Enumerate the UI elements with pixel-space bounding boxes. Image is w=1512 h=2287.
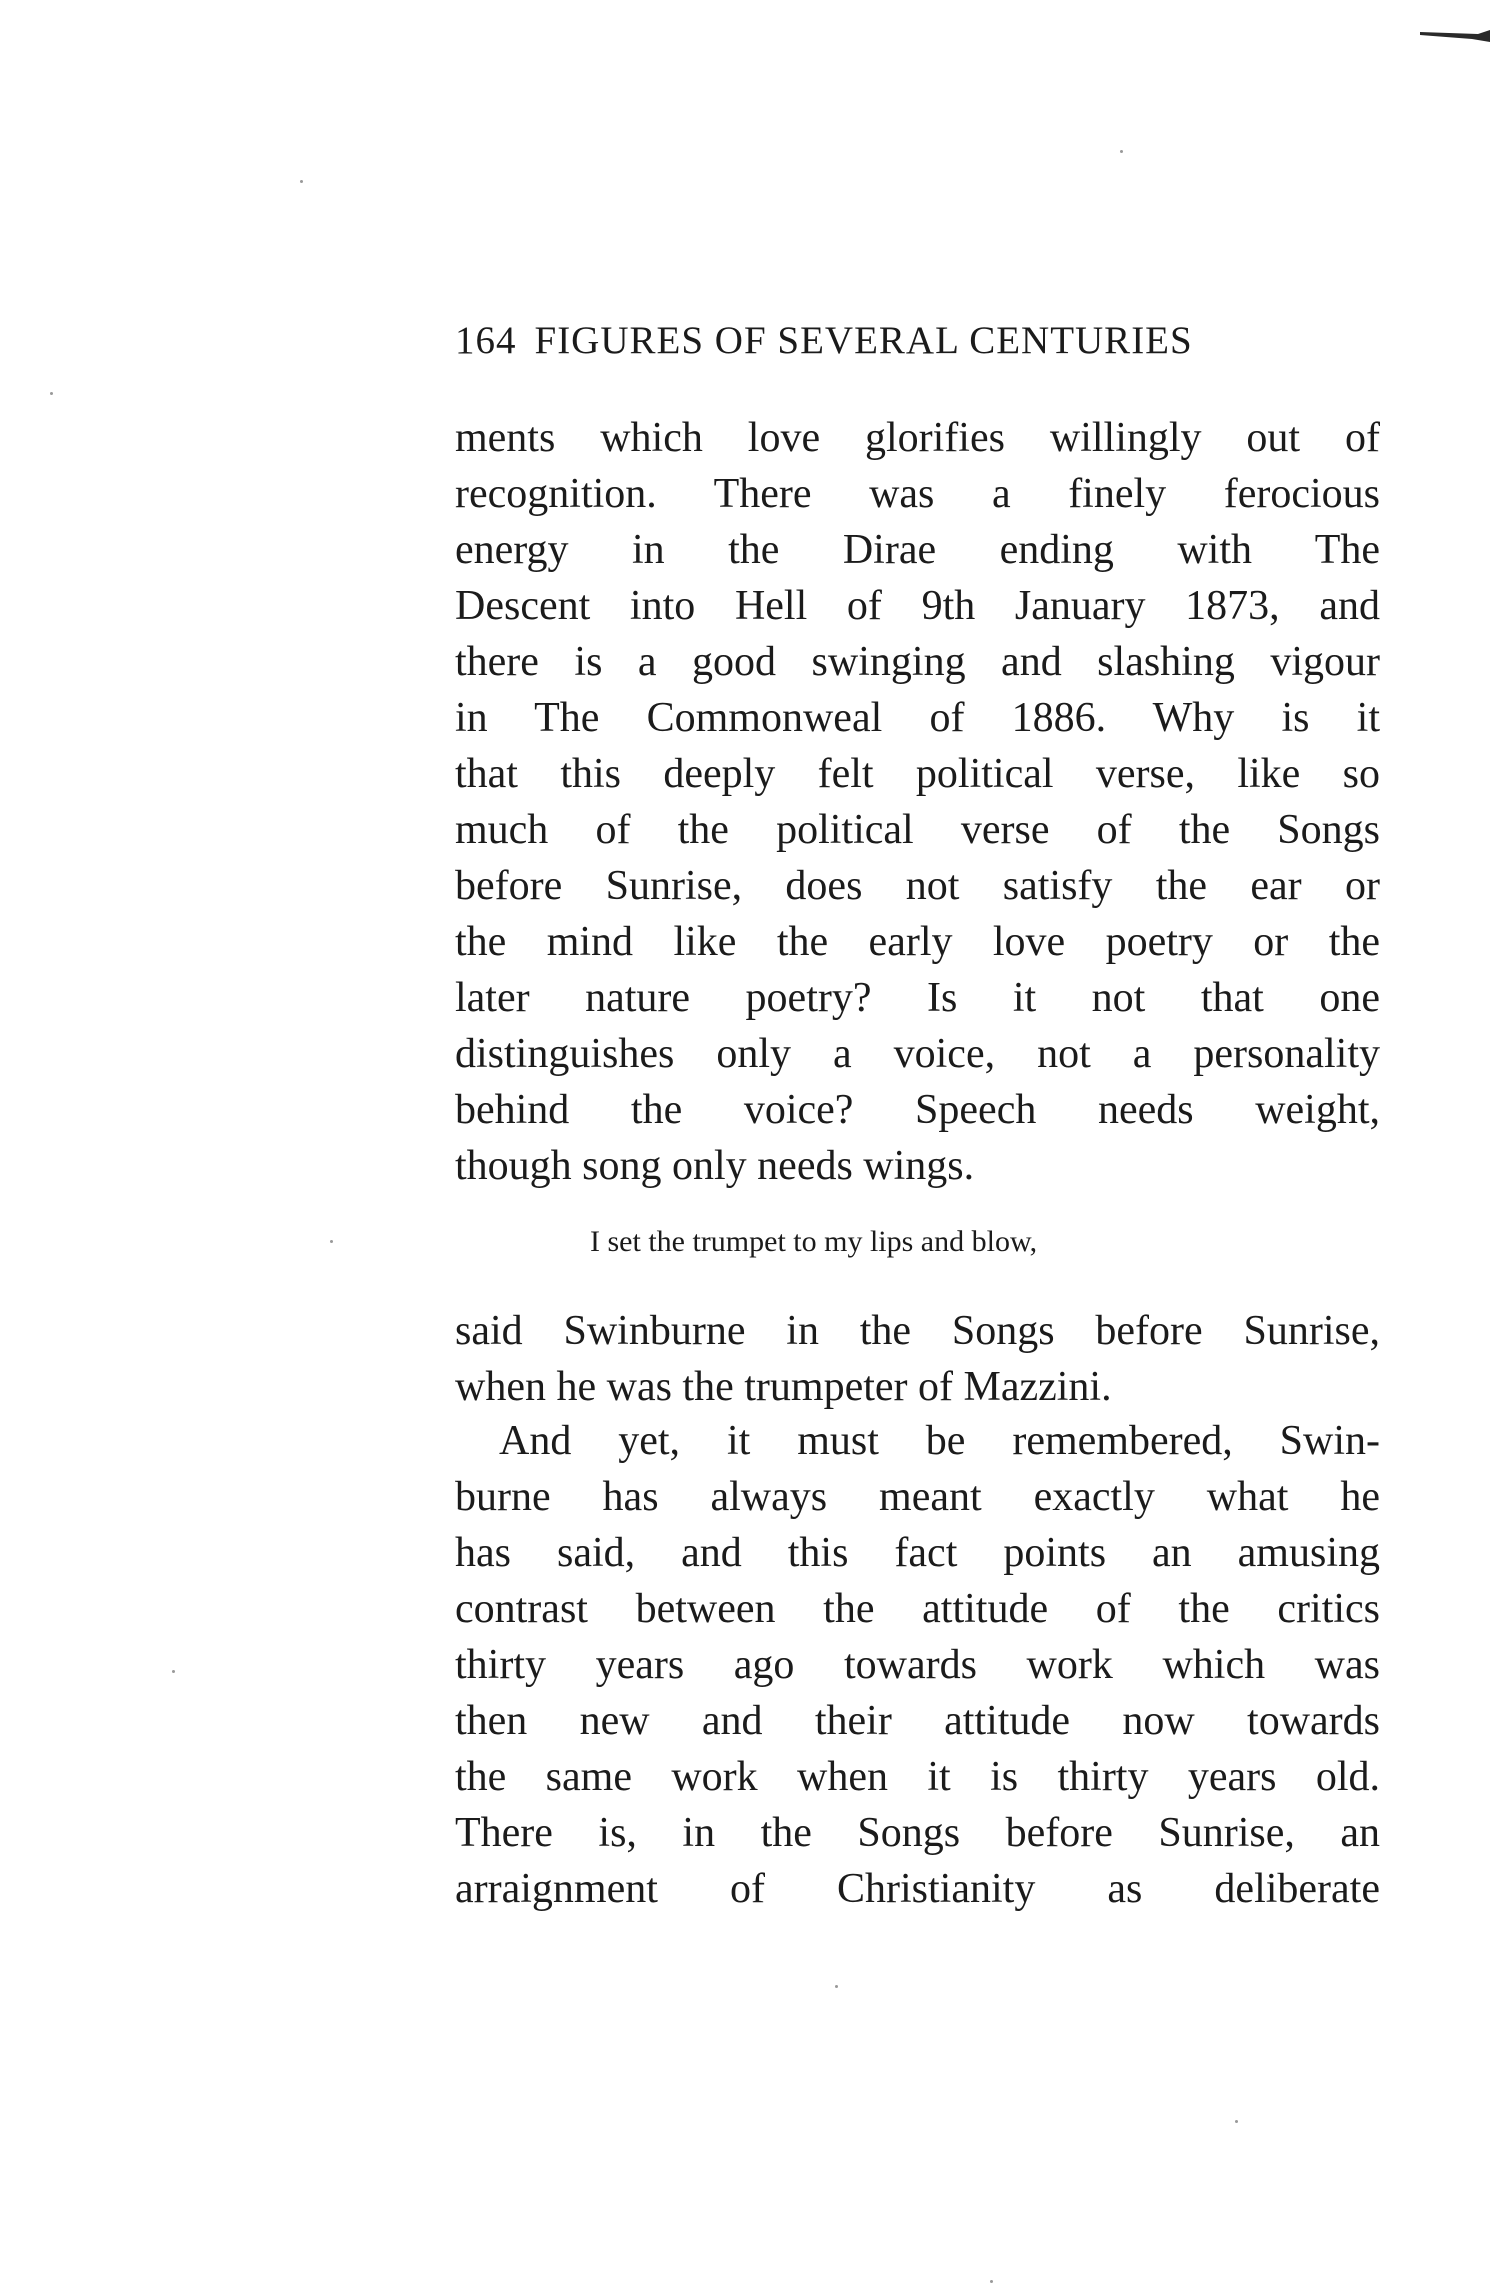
- text-line: recognition. There was a finely ferocious: [455, 471, 1380, 517]
- text-line: the same work when it is thirty years old.: [455, 1754, 1380, 1800]
- paper-speck: [990, 2280, 993, 2283]
- text-line: there is a good swinging and slashing vigour: [455, 639, 1380, 685]
- text-line: then new and their attitude now towards: [455, 1698, 1380, 1744]
- text-line: distinguishes only a voice, not a personality: [455, 1031, 1380, 1077]
- paper-speck: [330, 1240, 333, 1243]
- text-line: energy in the Dirae ending with The: [455, 527, 1380, 573]
- text-line: has said, and this fact points an amusing: [455, 1530, 1380, 1576]
- text-line: that this deeply felt political verse, like so: [455, 751, 1380, 797]
- text-line: There is, in the Songs before Sunrise, an: [455, 1810, 1380, 1856]
- paper-speck: [1120, 150, 1123, 153]
- paragraph-1: [455, 410, 1380, 1194]
- text-line: when he was the trumpeter of Mazzini.: [455, 1364, 1112, 1410]
- page-edge-mark: [1420, 26, 1490, 46]
- paper-speck: [835, 1985, 838, 1988]
- paper-speck: [172, 1670, 175, 1673]
- text-line: said Swinburne in the Songs before Sunrise,: [455, 1308, 1380, 1354]
- text-line: arraignment of Christianity as deliberate: [455, 1866, 1380, 1912]
- text-line: And yet, it must be remembered, Swin-: [499, 1418, 1380, 1464]
- verse-quotation: I set the trumpet to my lips and blow,: [590, 1225, 1038, 1258]
- text-line: ments which love glorifies willingly out of: [455, 415, 1380, 461]
- text-line: in The Commonweal of 1886. Why is it: [455, 695, 1380, 741]
- running-title: FIGURES OF SEVERAL CENTURIES: [534, 319, 1193, 362]
- text-line: before Sunrise, does not satisfy the ear or: [455, 863, 1380, 909]
- paper-speck: [50, 392, 53, 395]
- paragraph-3: [455, 1413, 1380, 1917]
- text-line: the mind like the early love poetry or the: [455, 919, 1380, 965]
- text-line: Descent into Hell of 9th January 1873, and: [455, 583, 1380, 629]
- text-line: contrast between the attitude of the critics: [455, 1586, 1380, 1632]
- text-line: behind the voice? Speech needs weight,: [455, 1087, 1380, 1133]
- text-line: much of the political verse of the Songs: [455, 807, 1380, 853]
- text-line: though song only needs wings.: [455, 1143, 975, 1189]
- text-line: thirty years ago towards work which was: [455, 1642, 1380, 1688]
- paragraph-2: [455, 1303, 1380, 1415]
- running-head: [455, 318, 1375, 364]
- text-line: later nature poetry? Is it not that one: [455, 975, 1380, 1021]
- text-line: burne has always meant exactly what he: [455, 1474, 1380, 1520]
- page-number: 164: [455, 319, 517, 362]
- paper-speck: [300, 180, 303, 183]
- paper-speck: [1235, 2120, 1238, 2123]
